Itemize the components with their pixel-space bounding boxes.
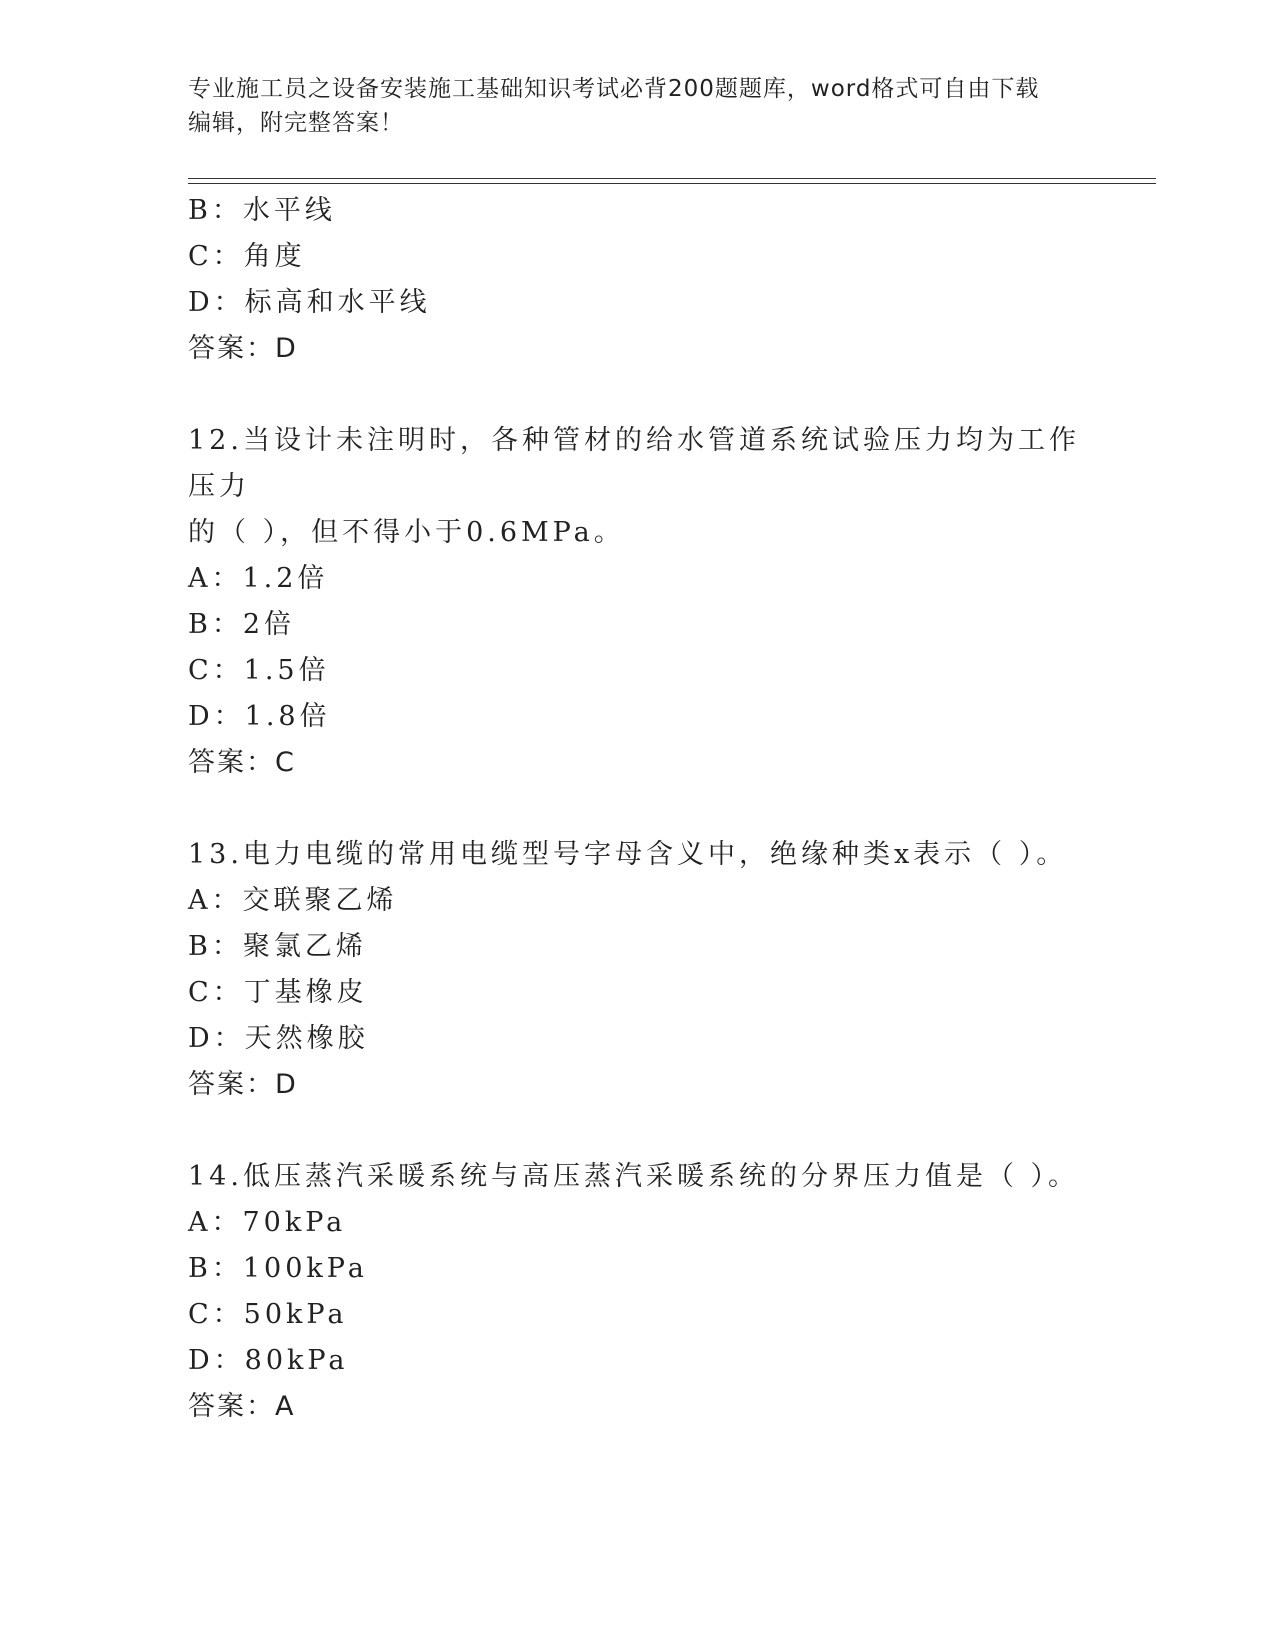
- header-divider-bottom: [188, 183, 1156, 184]
- option-c: C：50kPa: [188, 1299, 348, 1330]
- option-a: A：70kPa: [188, 1207, 347, 1238]
- option-a: A：1.2倍: [188, 563, 329, 594]
- option-c: C：1.5倍: [188, 655, 330, 686]
- option-d: D：1.8倍: [188, 701, 331, 732]
- answer: 答案：D: [188, 333, 298, 364]
- question-14: [188, 1154, 1088, 1430]
- question-13: [188, 832, 1088, 1108]
- document-header: [188, 72, 1088, 140]
- option-d: D：80kPa: [188, 1345, 349, 1376]
- option-c: C：丁基橡皮: [188, 977, 368, 1008]
- header-title-line-2: 编辑，附完整答案！: [188, 110, 404, 136]
- header-divider-top: [188, 178, 1156, 179]
- spacer: [188, 372, 1088, 418]
- option-a: A：交联聚乙烯: [188, 885, 398, 916]
- spacer: [188, 786, 1088, 832]
- option-b: B：2倍: [188, 609, 296, 640]
- question-11: [188, 188, 1088, 372]
- option-b: B：水平线: [188, 195, 336, 226]
- question-list: [188, 188, 1088, 1430]
- option-b: B：聚氯乙烯: [188, 931, 367, 962]
- option-d: D：标高和水平线: [188, 287, 431, 318]
- question-stem: 13.电力电缆的常用电缆型号字母含义中，绝缘种类x表示（ ）。: [188, 839, 1068, 870]
- question-12: [188, 418, 1088, 786]
- answer: 答案：A: [188, 1391, 296, 1422]
- question-stem: 14.低压蒸汽采暖系统与高压蒸汽采暖系统的分界压力值是（ ）。: [188, 1161, 1080, 1192]
- answer: 答案：D: [188, 1069, 298, 1100]
- option-c: C：角度: [188, 241, 306, 272]
- question-stem-line-2: 的（ ），但不得小于0.6MPa。: [188, 517, 625, 548]
- option-d: D：天然橡胶: [188, 1023, 369, 1054]
- question-stem-line-1: 12.当设计未注明时，各种管材的给水管道系统试验压力均为工作压力: [188, 425, 1080, 502]
- spacer: [188, 1108, 1088, 1154]
- option-b: B：100kPa: [188, 1253, 368, 1284]
- answer: 答案：C: [188, 747, 296, 778]
- header-title-line-1: 专业施工员之设备安装施工基础知识考试必背200题题库，word格式可自由下载: [188, 76, 1040, 102]
